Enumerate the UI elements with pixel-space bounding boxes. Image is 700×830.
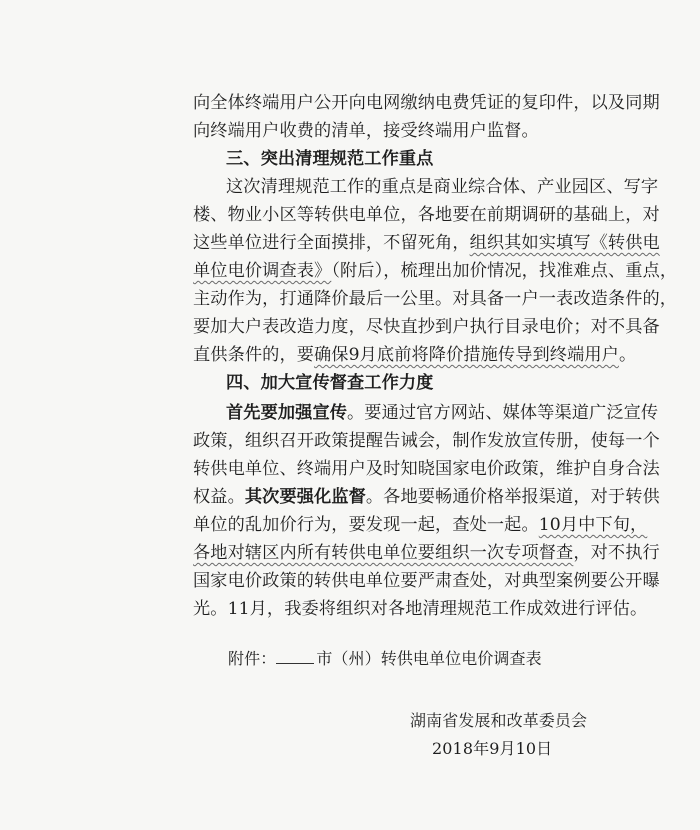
underlined-text: 组织其如实填写《转供电 <box>469 233 660 253</box>
body-text: 权益。 <box>193 487 245 507</box>
fill-in-blank <box>276 649 314 664</box>
section-heading: 四、加大宣传督查工作力度 <box>226 373 434 393</box>
body-text: 直供条件的，要 <box>193 345 315 365</box>
body-text: （附后），梳理出加价情况，找准难点、重点， <box>331 261 678 281</box>
underlined-text: 单位电价调查表》 <box>193 261 332 281</box>
body-line <box>193 512 700 538</box>
body-text: 单位的乱加价行为，要发现一起，查处一起。 <box>193 515 539 535</box>
body-line: 光。11月，我委将组织对各地清理规范工作成效进行评估。 <box>193 599 648 619</box>
body-text: 。要通过官方网站、媒体等渠道广泛宣传 <box>347 403 659 423</box>
body-line: 楼、物业小区等转供电单位，各地要在前期调研的基础上，对 <box>193 205 660 225</box>
body-line: 政策，组织召开政策提醒告诫会，制作发放宣传册，使每一个 <box>193 431 660 451</box>
body-line <box>193 540 700 566</box>
body-line: 国家电价政策的转供电单位要严肃查处，对典型案例要公开曝 <box>193 571 660 591</box>
section-heading: 三、突出清理规范工作重点 <box>226 149 434 169</box>
underlined-text: 各地对辖区内所有转供电单位要组织一次专项督查 <box>193 543 574 563</box>
body-line <box>193 258 700 284</box>
body-line <box>193 342 700 368</box>
emphasis-text: 首先要加强宣传 <box>226 403 348 423</box>
issue-date: 2018年9月10日 <box>432 739 553 758</box>
body-line: 转供电单位、终端用户及时知晓国家电价政策，维护自身合法 <box>193 459 660 479</box>
body-line: 要加大户表改造力度，尽快直抄到户执行目录电价；对不具备 <box>193 317 660 337</box>
underlined-text: 10月中下旬， <box>538 515 648 535</box>
body-text: ，对不执行 <box>573 543 660 563</box>
body-text: 这些单位进行全面摸排，不留死角， <box>193 233 470 253</box>
body-line <box>193 484 700 510</box>
attachment-prefix: 附件： <box>228 649 277 668</box>
body-text: 。各地要畅通价格举报渠道，对于转供 <box>365 487 660 507</box>
issuing-organization: 湖南省发展和改革委员会 <box>410 711 588 730</box>
body-line: 向终端用户收费的清单，接受终端用户监督。 <box>193 121 539 141</box>
body-line: 向全体终端用户公开向电网缴纳电费凭证的复印件，以及同期 <box>193 93 660 113</box>
attachment-title: 市（州）转供电单位电价调查表 <box>316 649 542 668</box>
body-line: 这次清理规范工作的重点是商业综合体、产业园区、写字 <box>226 177 659 197</box>
attachment-line <box>228 646 700 672</box>
body-line <box>193 230 700 256</box>
body-line: 主动作为，打通降价最后一公里。对具备一户一表改造条件的， <box>193 289 678 309</box>
emphasis-text: 其次要强化监督 <box>244 487 366 507</box>
underlined-text: 确保9月底前将降价措施传导到终端用户 <box>314 345 619 365</box>
body-line <box>226 400 700 426</box>
body-text: 。 <box>618 345 637 365</box>
